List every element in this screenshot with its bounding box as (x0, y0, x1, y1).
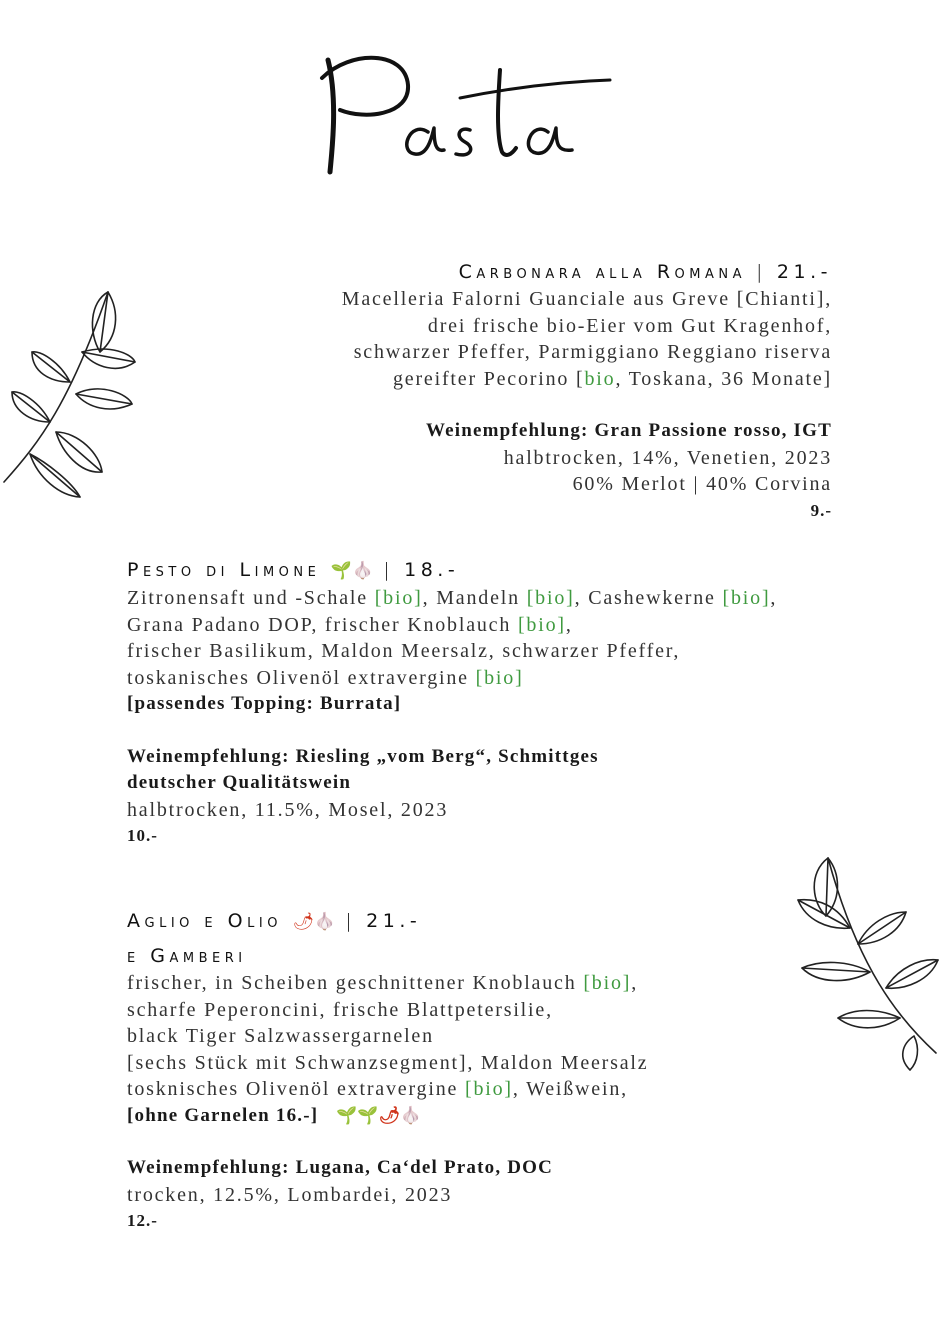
sprout-icon: 🌱 (357, 1105, 379, 1125)
text-segment: , (565, 613, 573, 636)
dish-description-line: Macelleria Falorni Guanciale aus Greve [Chianti], (341, 288, 832, 310)
text-segment: toskanisches Olivenöl extravergine (127, 666, 476, 689)
dish-description-line (127, 665, 777, 692)
separator: | (345, 910, 357, 932)
wine-price: 10.- (127, 826, 158, 845)
wine-detail: trocken, 12.5%, Lombardei, 2023 (127, 1183, 453, 1206)
variant-note (127, 1103, 648, 1130)
dish-description-line (127, 612, 777, 639)
dish-description-line: scharfe Peperoncini, frische Blattpetersilie, (127, 998, 553, 1021)
dish-description-line: frischer Basilikum, Maldon Meersalz, schwarzer Pfeffer, (127, 640, 681, 662)
dish-description-line (127, 1076, 648, 1103)
sprout-icon: 🌱 (330, 561, 353, 581)
bio-label: [bio] (374, 587, 423, 609)
wine-recommendation-title: Weinempfehlung: Gran Passione rosso, IGT (425, 420, 832, 441)
bio-label: [bio] (722, 587, 771, 609)
dish-name: Aglio e Olio (127, 910, 282, 932)
dish-name: Carbonara alla Romana (458, 261, 747, 283)
dish-aglio-e-olio (127, 907, 648, 1234)
topping-note: [passendes Topping: Burrata] (127, 693, 402, 714)
text-segment: , Cashewkerne (574, 587, 723, 609)
bio-label: [bio] (526, 587, 575, 609)
title-script (310, 40, 630, 190)
text-segment: , Toskana, 36 Monate] (615, 367, 832, 390)
wine-recommendation-title: Weinempfehlung: Lugana, Ca‘del Prato, DOC (127, 1157, 554, 1178)
page-title (0, 40, 940, 200)
wine-price: 9.- (810, 500, 832, 520)
bio-label: [bio] (583, 972, 632, 994)
wine-recommendation-title: deutscher Qualitätswein (127, 772, 352, 793)
wine-detail: halbtrocken, 11.5%, Mosel, 2023 (127, 798, 449, 821)
wine-price: 12.- (127, 1211, 158, 1230)
sprout-icon: 🌱 (336, 1105, 358, 1125)
dish-description-line (127, 585, 777, 612)
leaf-decoration-left-icon (0, 282, 140, 507)
dish-price: 21.- (776, 261, 832, 283)
bio-label: bio (584, 367, 616, 390)
dish-description-line (127, 970, 648, 997)
dish-heading (342, 258, 832, 286)
text-segment: gereifter Pecorino [ (392, 367, 585, 390)
bio-label: [bio] (475, 666, 524, 689)
dish-description-line: schwarzer Pfeffer, Parmiggiano Reggiano riserva (353, 341, 832, 363)
text-segment: , (631, 972, 639, 994)
text-segment: , (770, 587, 778, 609)
garlic-icon: 🧄 (314, 912, 336, 932)
dish-heading (127, 907, 648, 936)
dish-description-line: drei frische bio-Eier vom Gut Kragenhof, (427, 314, 832, 337)
dish-name-continued: e Gamberi (127, 945, 247, 967)
dish-description-line: black Tiger Salzwassergarnelen (127, 1025, 434, 1047)
bio-label: [bio] (465, 1078, 513, 1100)
separator: | (383, 559, 395, 581)
text-segment: , Mandeln (422, 587, 527, 609)
text-segment: Grana Padano DOP, frischer Knoblauch (127, 613, 518, 636)
text-segment: frischer, in Scheiben geschnittener Knoblauch (127, 972, 584, 994)
text-segment: , Weißwein, (512, 1078, 628, 1100)
bio-label: [bio] (517, 613, 566, 636)
chili-icon: 🌶 (292, 912, 315, 932)
variant-text: [ohne Garnelen 16.-] (127, 1104, 319, 1126)
wine-recommendation-title: Weinempfehlung: Riesling „vom Berg“, Schmittges (127, 745, 599, 767)
garlic-icon: 🧄 (400, 1105, 422, 1125)
chili-icon: 🌶 (378, 1105, 401, 1125)
garlic-icon: 🧄 (352, 561, 374, 581)
dish-carbonara (342, 258, 832, 524)
dish-price: 18.- (404, 559, 460, 581)
dish-heading (127, 556, 777, 585)
separator: | (756, 261, 767, 283)
text-segment: Zitronensaft und -Schale (127, 587, 375, 609)
dish-price: 21.- (366, 910, 422, 932)
dish-name: Pesto di Limone (127, 559, 321, 581)
wine-detail: halbtrocken, 14%, Venetien, 2023 (503, 446, 832, 469)
dish-pesto-di-limone (127, 556, 777, 849)
text-segment: tosknisches Olivenöl extravergine (127, 1078, 465, 1100)
leaf-decoration-right-icon (788, 848, 940, 1073)
wine-detail: 60% Merlot | 40% Corvina (572, 473, 832, 495)
dish-description-line (342, 366, 832, 393)
dish-description-line: [sechs Stück mit Schwanzsegment], Maldon Meersalz (127, 1051, 649, 1074)
